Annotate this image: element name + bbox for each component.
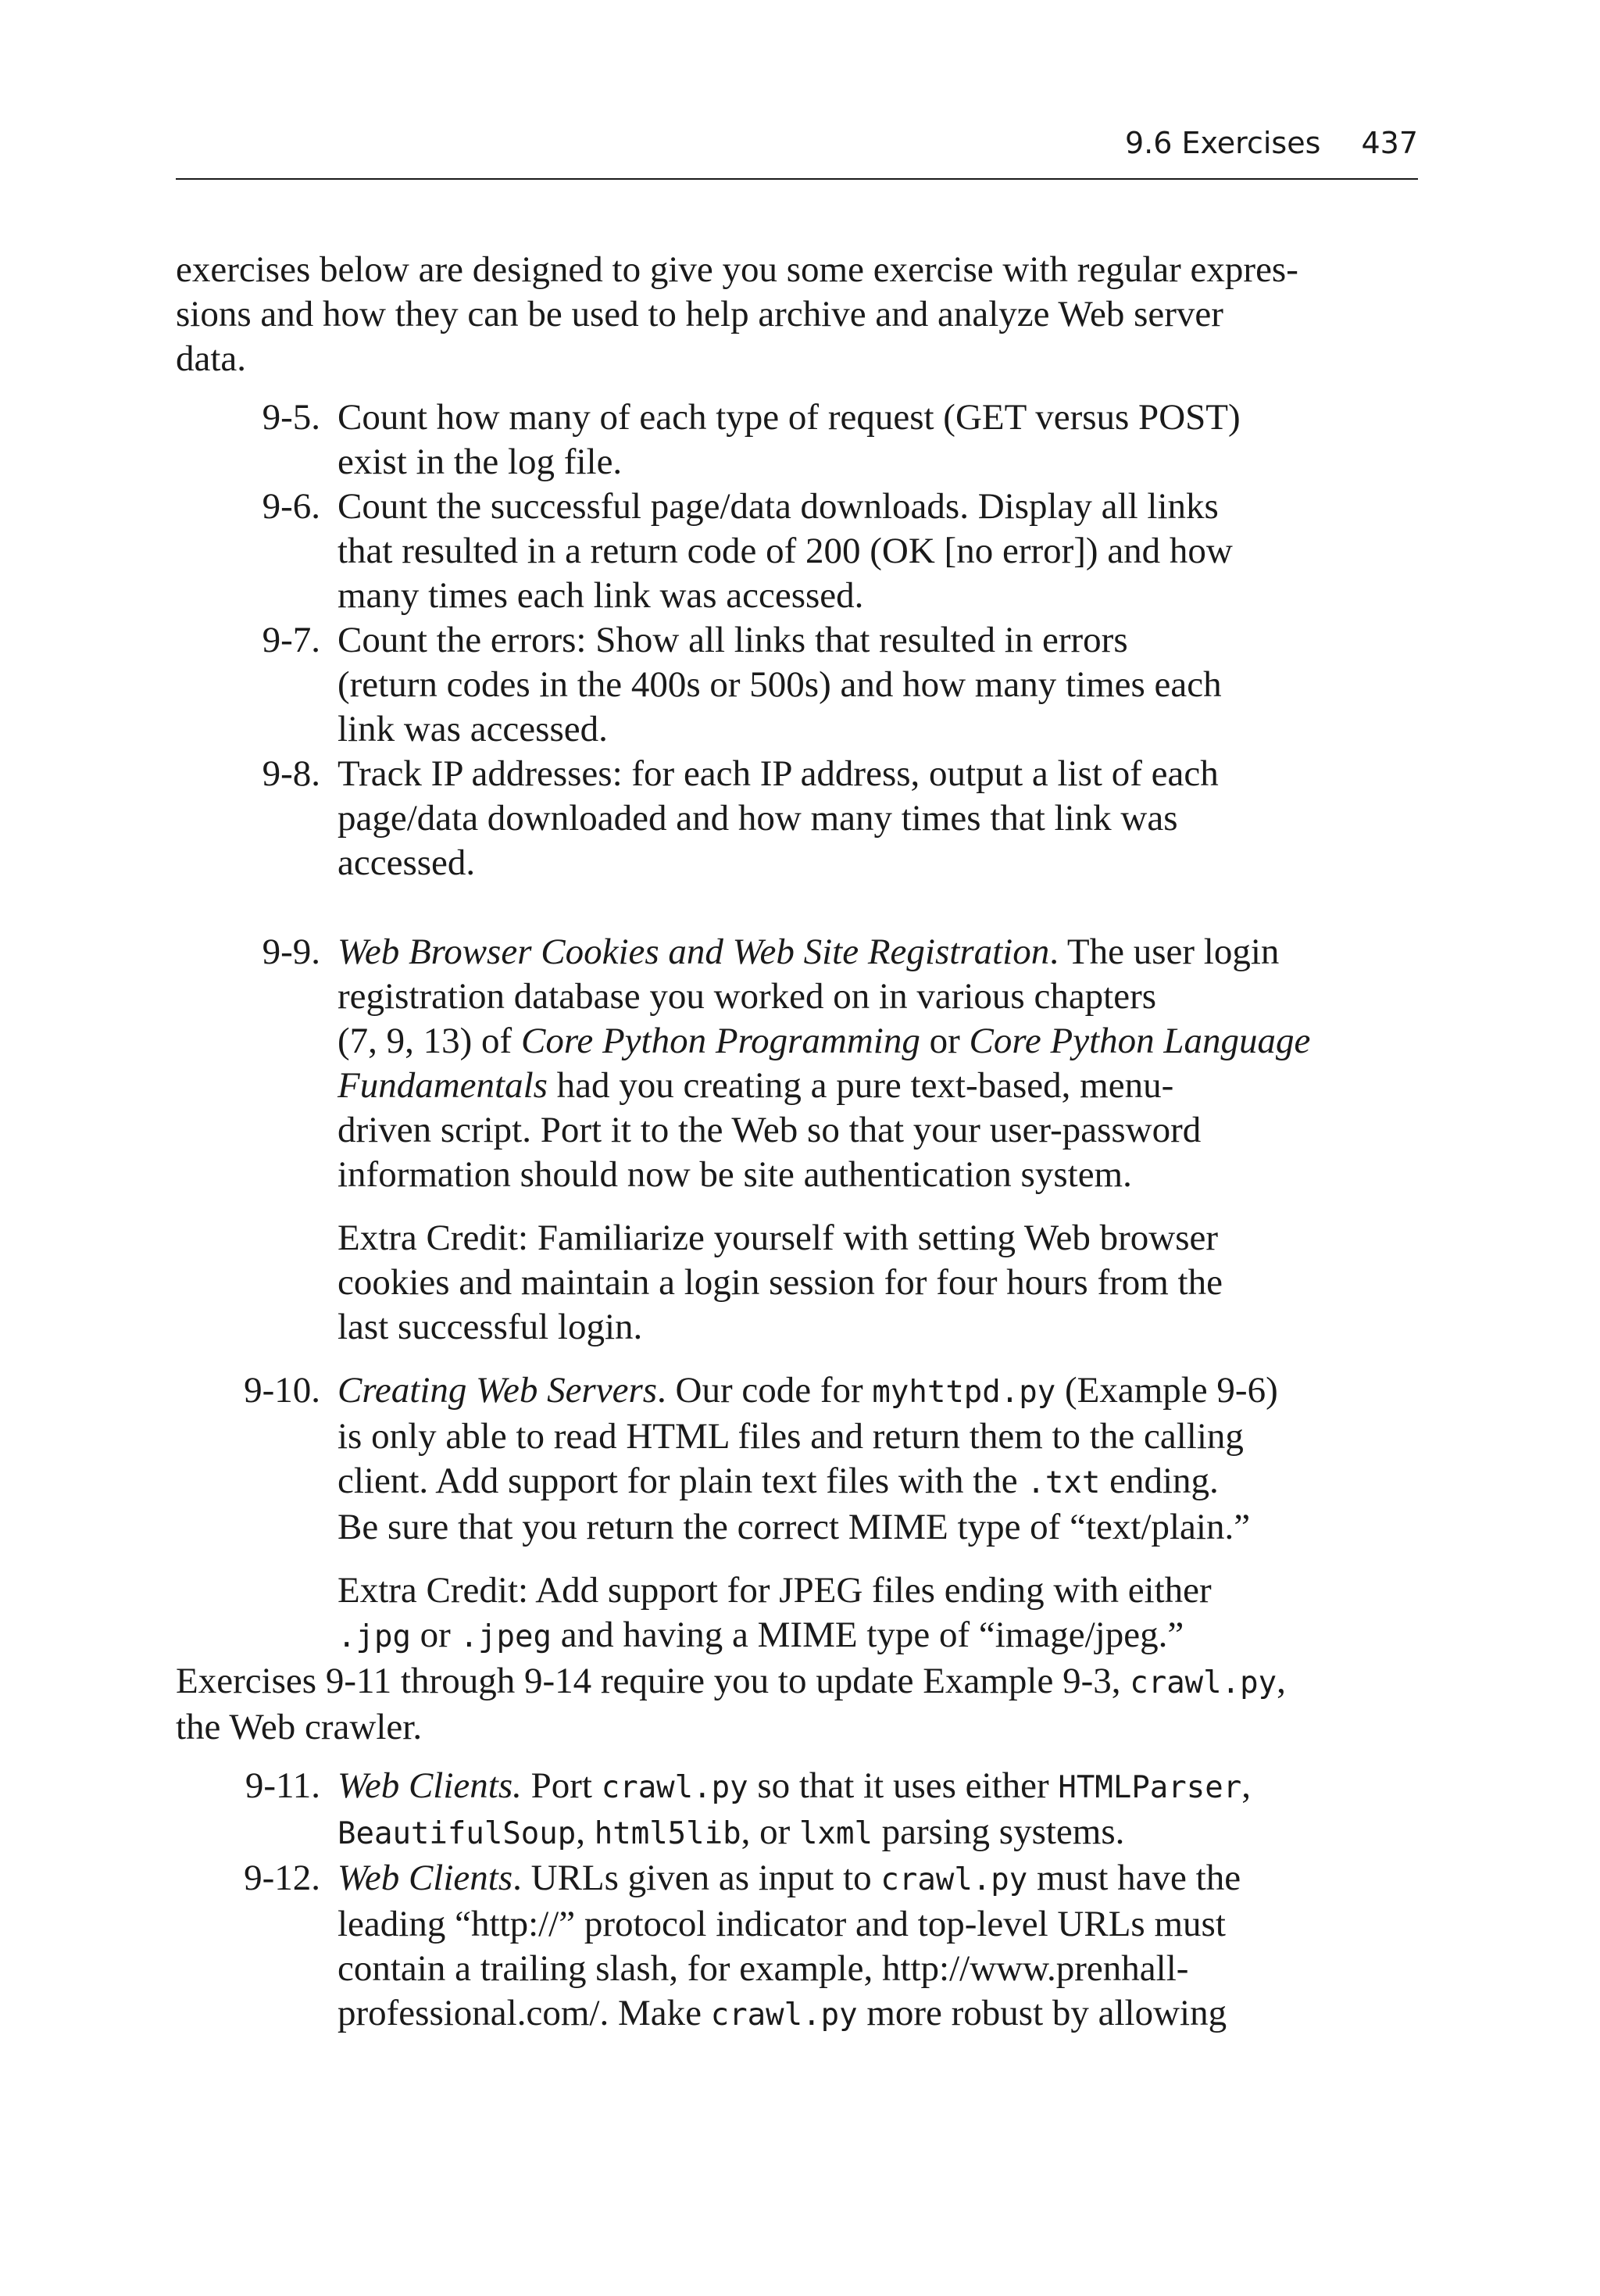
page-body	[176, 248, 1418, 2037]
exercise-9-10	[176, 1368, 1418, 1659]
text-line: last successful login.	[338, 1307, 643, 1347]
extra-credit	[338, 1568, 1418, 1659]
text-line: Web Clients. URLs given as input to crawl.py must have the	[338, 1858, 1241, 1898]
code-filename: crawl.py	[880, 1862, 1028, 1897]
text-line: contain a trailing slash, for example, http://www.prenhall-	[338, 1948, 1189, 1989]
exercise-number: 9-12.	[244, 1858, 320, 1898]
text-line: accessed.	[338, 842, 476, 883]
code-filename: crawl.py	[1130, 1665, 1277, 1701]
text-line: Track IP addresses: for each IP address, output a list of each	[338, 753, 1219, 794]
text-line: exercises below are designed to give you some exercise with regular expres-	[176, 249, 1298, 290]
text-line: driven script. Port it to the Web so that your user-password	[338, 1110, 1202, 1150]
text-line: Web Clients. Port crawl.py so that it uses either HTMLParser,	[338, 1765, 1251, 1806]
exercise-number: 9-8.	[262, 753, 320, 794]
code-module: html5lib	[594, 1816, 741, 1851]
text-line: Count the successful page/data downloads. Display all links	[338, 486, 1219, 527]
code-module: HTMLParser	[1058, 1770, 1242, 1805]
exercise-title: Web Clients.	[338, 1765, 522, 1806]
text-line: the Web crawler.	[176, 1707, 423, 1747]
text-line: is only able to read HTML files and return them to the calling	[338, 1416, 1244, 1457]
text-line: Extra Credit: Add support for JPEG files ending with either	[338, 1570, 1212, 1611]
text-line: link was accessed.	[338, 709, 608, 749]
text-line: (7, 9, 13) of Core Python Programming or Core Python Language	[338, 1021, 1311, 1061]
text-line: page/data downloaded and how many times that link was	[338, 798, 1178, 839]
exercise-number: 9-6.	[262, 486, 320, 527]
code-filename: crawl.py	[710, 1997, 858, 2033]
code-extension: .jpeg	[459, 1619, 552, 1654]
intro-paragraph	[176, 248, 1418, 381]
exercise-title: Creating Web Servers	[338, 1370, 658, 1411]
exercise-9-6	[176, 485, 1418, 618]
text-line: cookies and maintain a login session for four hours from the	[338, 1262, 1223, 1303]
exercise-title: Web Clients	[338, 1858, 513, 1898]
exercise-9-5	[176, 395, 1418, 485]
text-line: exist in the log file.	[338, 442, 623, 482]
code-module: lxml	[799, 1816, 873, 1851]
crawler-note	[176, 1659, 1418, 1750]
code-module: BeautifulSoup	[338, 1816, 577, 1851]
section-title: 9.6 Exercises	[1124, 126, 1321, 160]
exercise-number: 9-11.	[245, 1765, 320, 1806]
exercise-9-7	[176, 618, 1418, 752]
exercise-title: Web Browser Cookies and Web Site Registration	[338, 932, 1050, 972]
text-line: information should now be site authentication system.	[338, 1154, 1132, 1195]
text-line: Count how many of each type of request (GET versus POST)	[338, 397, 1241, 438]
text-line: client. Add support for plain text files with the .txt ending.	[338, 1461, 1219, 1501]
exercise-number: 9-7.	[262, 620, 320, 660]
code-filename: crawl.py	[601, 1770, 748, 1805]
text-line: Exercises 9-11 through 9-14 require you to update Example 9-3, crawl.py,	[176, 1661, 1286, 1701]
page-number: 437	[1361, 126, 1418, 160]
text-line: Extra Credit: Familiarize yourself with setting Web browser	[338, 1218, 1218, 1258]
text-line: Fundamentals had you creating a pure text-based, menu-	[338, 1065, 1174, 1106]
text-line: .jpg or .jpeg and having a MIME type of “image/jpeg.”	[338, 1615, 1184, 1655]
header-rule	[176, 178, 1418, 180]
exercise-number: 9-10.	[244, 1370, 320, 1411]
text-line: professional.com/. Make crawl.py more robust by allowing	[338, 1993, 1227, 2033]
exercise-number: 9-9.	[262, 932, 320, 972]
text-line: data.	[176, 338, 247, 379]
code-filename: myhttpd.py	[872, 1375, 1056, 1410]
text-line: BeautifulSoup, html5lib, or lxml parsing systems.	[338, 1811, 1125, 1852]
extra-credit	[338, 1216, 1418, 1350]
text-line: sions and how they can be used to help archive and analyze Web server	[176, 294, 1223, 334]
exercise-list	[176, 1764, 1418, 2037]
exercise-number: 9-5.	[262, 397, 320, 438]
text-line: registration database you worked on in various chapters	[338, 976, 1157, 1017]
text-line: Be sure that you return the correct MIME type of “text/plain.”	[338, 1507, 1251, 1547]
exercise-list	[176, 395, 1418, 1659]
text-line: leading “http://” protocol indicator and top-level URLs must	[338, 1904, 1226, 1944]
text-line: Creating Web Servers. Our code for myhttpd.py (Example 9-6)	[338, 1370, 1278, 1411]
book-title: Core Python Language	[969, 1021, 1311, 1061]
code-extension: .txt	[1027, 1465, 1101, 1500]
text-line: Count the errors: Show all links that resulted in errors	[338, 620, 1128, 660]
text-line: (return codes in the 400s or 500s) and how many times each	[338, 664, 1222, 705]
text-line: that resulted in a return code of 200 (OK [no error]) and how	[338, 531, 1233, 571]
running-head	[1125, 123, 1418, 163]
book-title: Fundamentals	[338, 1065, 548, 1106]
exercise-9-11	[176, 1764, 1418, 1856]
code-extension: .jpg	[338, 1619, 411, 1654]
exercise-9-9	[176, 930, 1418, 1350]
text-line: many times each link was accessed.	[338, 575, 864, 616]
exercise-9-8	[176, 752, 1418, 885]
book-title: Core Python Programming	[520, 1021, 920, 1061]
exercise-9-12	[176, 1856, 1418, 2037]
text-line: Web Browser Cookies and Web Site Registration. The user login	[338, 932, 1280, 972]
